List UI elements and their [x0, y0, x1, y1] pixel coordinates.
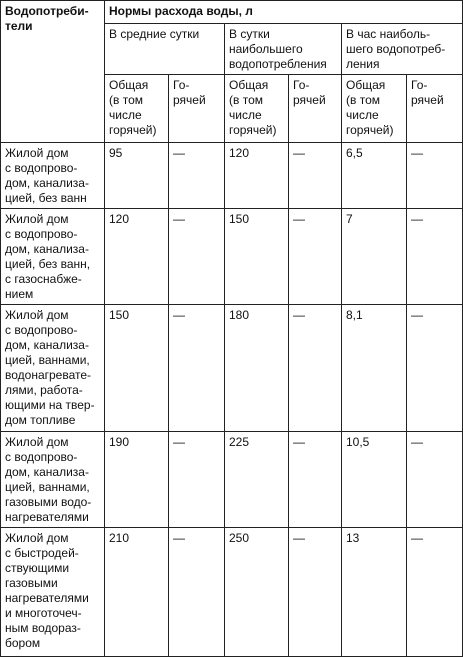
value-cell: —: [289, 432, 342, 528]
header-hot-2: [289, 75, 342, 143]
value-cell: —: [407, 209, 463, 305]
value-cell: —: [169, 143, 225, 209]
value-cell: 120: [105, 209, 169, 305]
header-total-2: [225, 75, 289, 143]
value-cell: 180: [225, 305, 289, 432]
value-cell: 7: [342, 209, 407, 305]
value-cell: —: [169, 432, 225, 528]
header-period-average: [105, 24, 225, 75]
value-cell: —: [169, 209, 225, 305]
header-period-max-day: [225, 24, 342, 75]
value-cell: 95: [105, 143, 169, 209]
value-cell: 225: [225, 432, 289, 528]
value-cell: —: [407, 432, 463, 528]
header-period-average-text: В средние сутки: [109, 27, 200, 41]
value-cell: 190: [105, 432, 169, 528]
value-cell: —: [289, 528, 342, 657]
value-cell: —: [407, 528, 463, 657]
consumer-cell: [1, 528, 105, 657]
header-total-text: Общая (в том числе горячей): [346, 78, 394, 137]
header-total-1: [105, 75, 169, 143]
value-cell: 10,5: [342, 432, 407, 528]
value-cell: —: [407, 305, 463, 432]
consumer-cell: [1, 432, 105, 528]
table-row: [1, 528, 463, 657]
consumer-text: Жилой дом с водопрово- дом, канализа- цией, без ванн, с газоснабже- нием: [5, 212, 91, 301]
header-hot-text: Го- рячей: [411, 78, 444, 107]
value-cell: 150: [225, 209, 289, 305]
header-row-1: [1, 1, 463, 24]
table-row: [1, 305, 463, 432]
consumer-cell: [1, 143, 105, 209]
header-norms: [105, 1, 463, 24]
value-cell: 6,5: [342, 143, 407, 209]
table-row: [1, 432, 463, 528]
header-period-max-hour-text: В час наиболь- шего водопотреб- ления: [346, 27, 446, 71]
value-cell: —: [289, 305, 342, 432]
header-hot-text: Го- рячей: [293, 78, 326, 107]
value-cell: 210: [105, 528, 169, 657]
header-norms-text: Нормы расхода воды, л: [109, 4, 253, 18]
consumer-text: Жилой дом с водопрово- дом, канализа- цией, ваннами, газовыми водо- нагревателями: [5, 435, 92, 524]
value-cell: —: [289, 209, 342, 305]
header-hot-3: [407, 75, 463, 143]
value-cell: 150: [105, 305, 169, 432]
header-consumers: [1, 1, 105, 143]
value-cell: —: [407, 143, 463, 209]
header-total-3: [342, 75, 407, 143]
value-cell: 13: [342, 528, 407, 657]
header-total-text: Общая (в том числе горячей): [109, 78, 157, 137]
header-total-text: Общая (в том числе горячей): [229, 78, 277, 137]
value-cell: 120: [225, 143, 289, 209]
table-row: [1, 143, 463, 209]
value-cell: —: [169, 528, 225, 657]
header-hot-1: [169, 75, 225, 143]
header-consumers-text: Водопотреби- тели: [5, 4, 89, 33]
value-cell: 8,1: [342, 305, 407, 432]
consumer-cell: [1, 209, 105, 305]
header-period-max-day-text: В сутки наибольшего водопотребления: [229, 27, 327, 71]
header-period-max-hour: [342, 24, 463, 75]
consumer-text: Жилой дом с водопрово- дом, канализа- цией, ваннами, водонагревате- лями, работа- ющими на твер- дом топливе: [5, 308, 95, 427]
header-hot-text: Го- рячей: [173, 78, 206, 107]
value-cell: —: [289, 143, 342, 209]
table-row: [1, 209, 463, 305]
consumer-text: Жилой дом с быстродей- ствующими газовыми нагревателями и многоточеч- ным водораз- бором: [5, 531, 89, 650]
value-cell: —: [169, 305, 225, 432]
consumer-cell: [1, 305, 105, 432]
value-cell: 250: [225, 528, 289, 657]
consumer-text: Жилой дом с водопрово- дом, канализа- цией, без ванн: [5, 146, 89, 205]
